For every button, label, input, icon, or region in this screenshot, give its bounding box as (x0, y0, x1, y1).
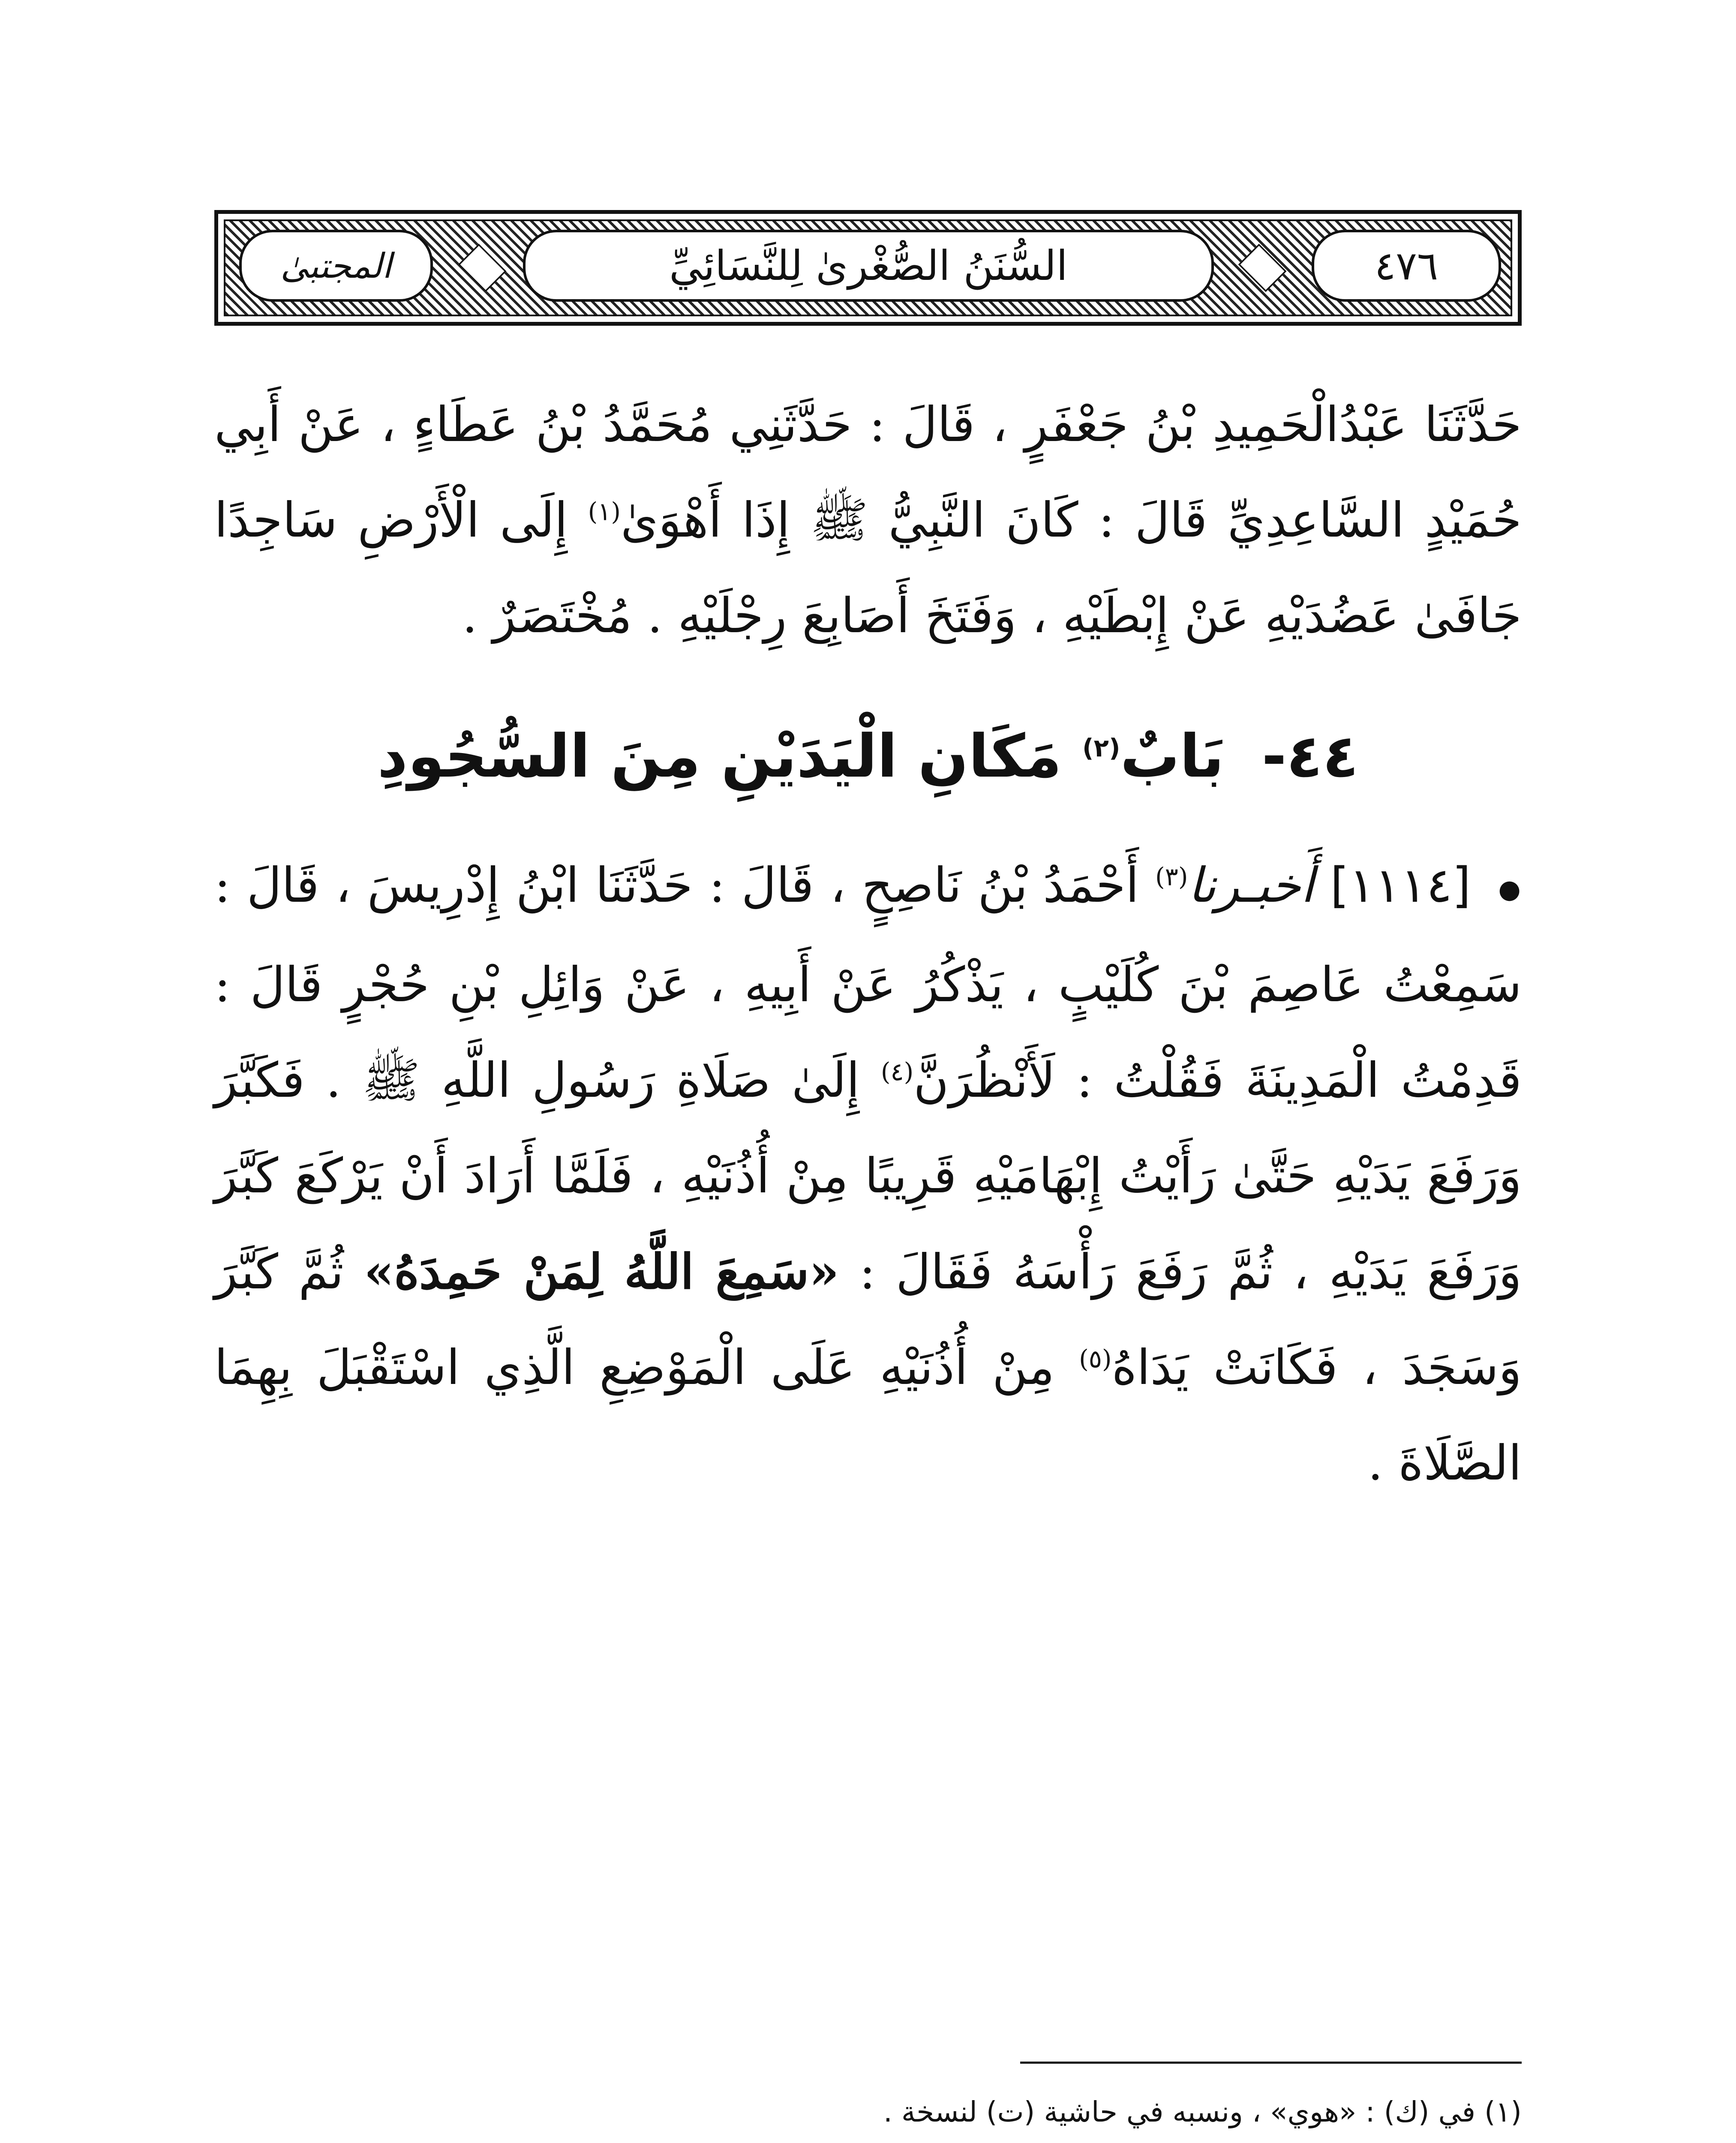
chapter-word: بَابٌ (1120, 722, 1224, 791)
hadith-text: ثُمَّ كَبَّرَ وَسَجَدَ ، فَكَانَتْ يَدَاهُ (214, 1244, 1522, 1396)
title-panel (523, 230, 1214, 302)
footnote-mark: (٤) (880, 1057, 914, 1087)
intro-line: إِلَى الْأَرْضِ سَاجِدًا جَافَىٰ عَضُدَيْهِ (214, 492, 1522, 644)
footnote-divider (1020, 2062, 1522, 2064)
chapter-number: ٤٤- (1261, 722, 1359, 791)
takhrij-1113 (214, 2137, 1522, 2143)
intro-line: عَنْ إِبْطَيْهِ ، وَفَتَخَ أَصَابِعَ رِجْلَيْهِ . مُخْتَصَرٌ . (462, 588, 1249, 644)
book-title: السُّنَنُ الصُّغْرىٰ لِلنَّسَائِيِّ (669, 242, 1068, 290)
hadith-text: مِنْ أُذُنَيْهِ عَلَى الْمَوْضِعِ الَّذِي اسْتَقْبَلَ بِهِمَا الصَّلَاةَ . (214, 1339, 1522, 1491)
main-text (214, 377, 1522, 1511)
footnote-mark: (٣) (1155, 862, 1188, 891)
page-header (214, 210, 1522, 326)
hadith-text: أَحْمَدُ بْنُ نَاصِحٍ ، قَالَ : حَدَّثَنَا ابْنُ إِدْرِيسَ ، قَالَ : سَمِعْتُ عَاصِمَ بْنَ كُلَيْبٍ ، يَذْكُرُ عَنْ أَبِيهِ ، عَنْ وَائِلِ بْنِ حُجْرٍ قَالَ : قَدِمْتُ الْمَدِينَةَ فَقُلْتُ : لَأَنْظُرَنَّ (214, 858, 1522, 1108)
akhbarana: أَخبـرنا (1188, 858, 1314, 913)
subtitle-panel (239, 230, 433, 302)
hadith-number: [١١١٤] (1330, 858, 1471, 913)
intro-paragraph (214, 377, 1522, 664)
hadith-quote: «سَمِعَ اللَّهُ لِمَنْ حَمِدَهُ» (364, 1243, 839, 1300)
footnote-mark: (٢) (1082, 733, 1120, 762)
hadith-paragraph (214, 838, 1522, 1511)
page-number-panel (1312, 230, 1501, 302)
footnote-mark: (١) (588, 497, 621, 526)
footnotes (214, 2087, 1522, 2143)
chapter-title: مَكَانِ الْيَدَيْنِ مِنَ السُّجُودِ (377, 722, 1062, 791)
intro-line: حَدَّثَنَا عَبْدُالْحَمِيدِ بْنُ جَعْفَرٍ ، قَالَ : حَدَّثَنِي مُحَمَّدُ بْنُ عَطَاءٍ ، عَنْ أَبِي حُمَيْدٍ (214, 397, 1522, 548)
book-subtitle: المجتبىٰ (280, 246, 392, 286)
footnote-mark: (٥) (1079, 1344, 1112, 1374)
bullet-icon: ● (1498, 874, 1522, 904)
intro-line: السَّاعِدِيِّ قَالَ : كَانَ النَّبِيُّ ﷺ إِذَا أَهْوَىٰ (621, 492, 1405, 548)
chapter-heading (214, 722, 1522, 791)
page-number: ٤٧٦ (1374, 243, 1439, 289)
hadith-text: إِلَىٰ صَلَاةِ رَسُولِ اللَّهِ ﷺ . فَكَبَّرَ وَرَفَعَ يَدَيْهِ حَتَّىٰ رَأَيْتُ إِبْهَامَيْهِ قَرِيبًا مِنْ أُذُنَيْهِ ، فَلَمَّا أَرَادَ أَنْ يَرْكَعَ كَبَّرَ وَرَفَعَ يَدَيْهِ ، ثُمَّ رَفَعَ رَأْسَهُ فَقَالَ : (214, 1052, 1522, 1300)
footnote-1: (١) في (ك) : «هوي» ، ونسبه في حاشية (ت) لنسخة . (883, 2095, 1522, 2128)
